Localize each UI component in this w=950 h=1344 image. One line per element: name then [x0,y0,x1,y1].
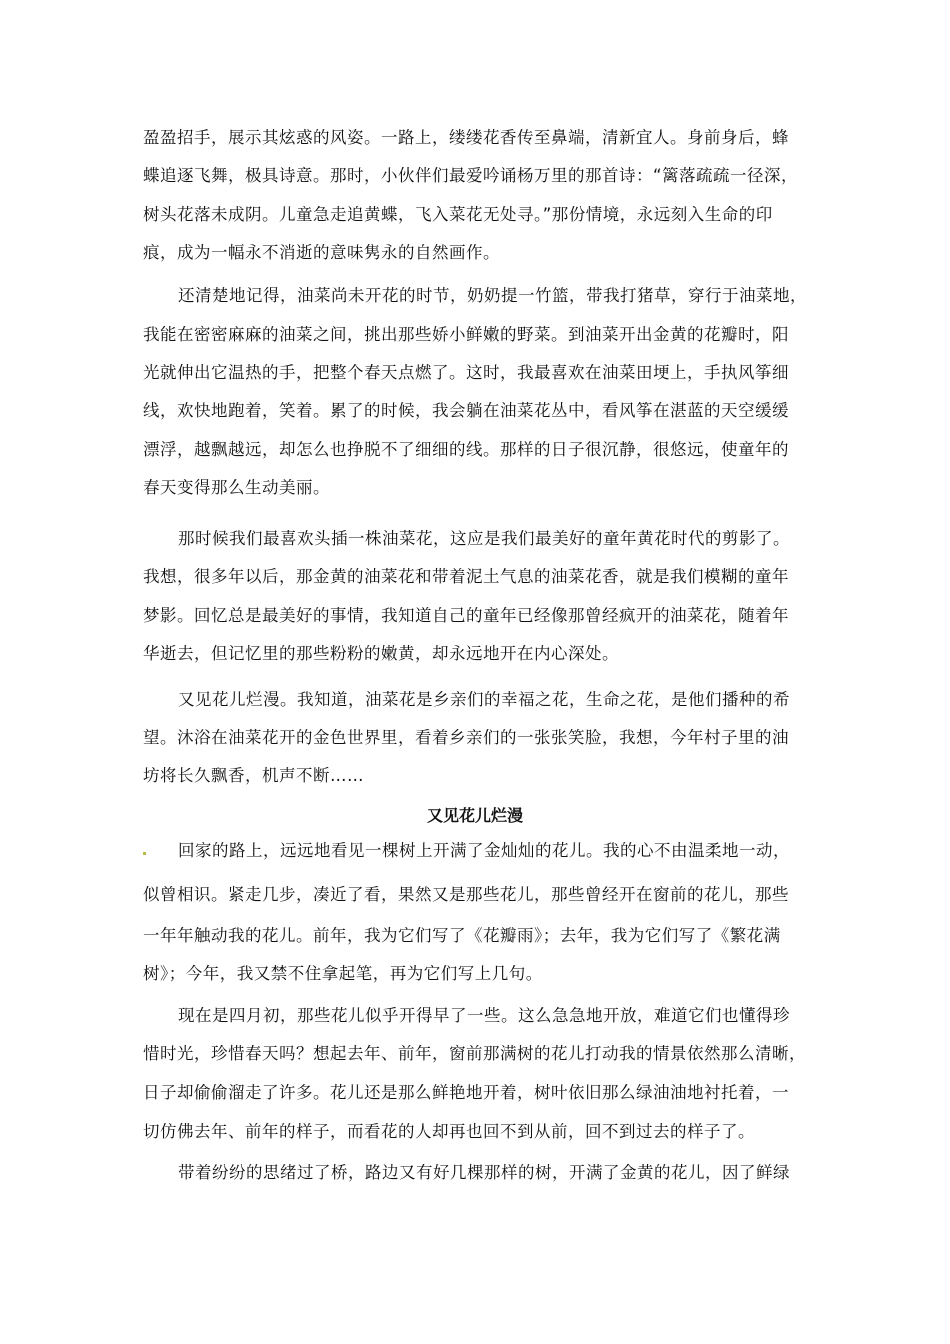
text-line: 树头花落未成阴。儿童急走追黄蝶，飞入菜花无处寻。”那份情境，永远刻入生命的印 [143,205,773,224]
text-line: 日子却偷偷溜走了许多。花儿还是那么鲜艳地开着，树叶依旧那么绿油油地衬托着，一 [143,1083,789,1102]
text-line: 坊将长久飘香，机声不断…… [143,766,364,785]
text-line: 切仿佛去年、前年的样子，而看花的人却再也回不到从前，回不到过去的样子了。 [143,1122,755,1141]
text-line: 我能在密密麻麻的油菜之间，挑出那些娇小鲜嫩的野菜。到油菜开出金黄的花瓣时，阳 [143,325,789,344]
text-line: 漂浮，越飘越远，却怎么也挣脱不了细细的线。那样的日子很沉静，很悠远，使童年的 [143,440,789,459]
text-line: 惜时光，珍惜春天吗？想起去年、前年，窗前那满树的花儿打动我的情景依然那么清晰， [143,1044,806,1063]
text-line: 那时候我们最喜欢头插一株油菜花，这应是我们最美好的童年黄花时代的剪影了。 [178,529,790,548]
text-line: 还清楚地记得，油菜尚未开花的时节，奶奶提一竹篮，带我打猪草，穿行于油菜地， [178,286,807,305]
text-line: 春天变得那么生动美丽。 [143,478,330,497]
text-line: 望。沐浴在油菜花开的金色世界里，看着乡亲们的一张张笑脸，我想，今年村子里的油 [143,728,789,747]
text-line: 一年年触动我的花儿。前年，我为它们写了《花瓣雨》；去年，我为它们写了《繁花满 [143,926,781,945]
text-line: 梦影。回忆总是最美好的事情，我知道自己的童年已经像那曾经疯开的油菜花，随着年 [143,606,789,625]
text-line: 带着纷纷的思绪过了桥，路边又有好几棵那样的树，开满了金黄的花儿，因了鲜绿 [178,1163,790,1182]
margin-dot [143,852,146,855]
text-line: 树》；今年，我又禁不住拿起笔，再为它们写上几句。 [143,964,543,983]
text-line: 回家的路上，远远地看见一棵树上开满了金灿灿的花儿。我的心不由温柔地一动， [178,841,790,860]
text-line: 华逝去，但记忆里的那些粉粉的嫩黄，却永远地开在内心深处。 [143,644,619,663]
text-line: 又见花儿烂漫。我知道，油菜花是乡亲们的幸福之花，生命之花，是他们播种的希 [178,690,790,709]
text-line: 光就伸出它温热的手，把整个春天点燃了。这时，我最喜欢在油菜田埂上，手执风筝细 [143,363,789,382]
text-line: 似曾相识。紧走几步，凑近了看，果然又是那些花儿，那些曾经开在窗前的花儿，那些 [143,885,789,904]
section-title: 又见花儿烂漫 [426,806,523,825]
text-line: 痕，成为一幅永不消逝的意味隽永的自然画作。 [143,243,500,262]
text-line: 盈盈招手，展示其炫惑的风姿。一路上，缕缕花香传至鼻端，清新宜人。身前身后，蜂 [143,128,789,147]
text-line: 线，欢快地跑着，笑着。累了的时候，我会躺在油菜花丛中，看风筝在湛蓝的天空缓缓 [143,401,789,420]
text-line: 现在是四月初，那些花儿似乎开得早了一些。这么急急地开放，难道它们也懂得珍 [178,1006,790,1025]
text-line: 我想，很多年以后，那金黄的油菜花和带着泥土气息的油菜花香，就是我们模糊的童年 [143,567,789,586]
text-line: 蝶追逐飞舞，极具诗意。那时，小伙伴们最爱吟诵杨万里的那首诗：“篱落疏疏一径深， [143,166,799,185]
